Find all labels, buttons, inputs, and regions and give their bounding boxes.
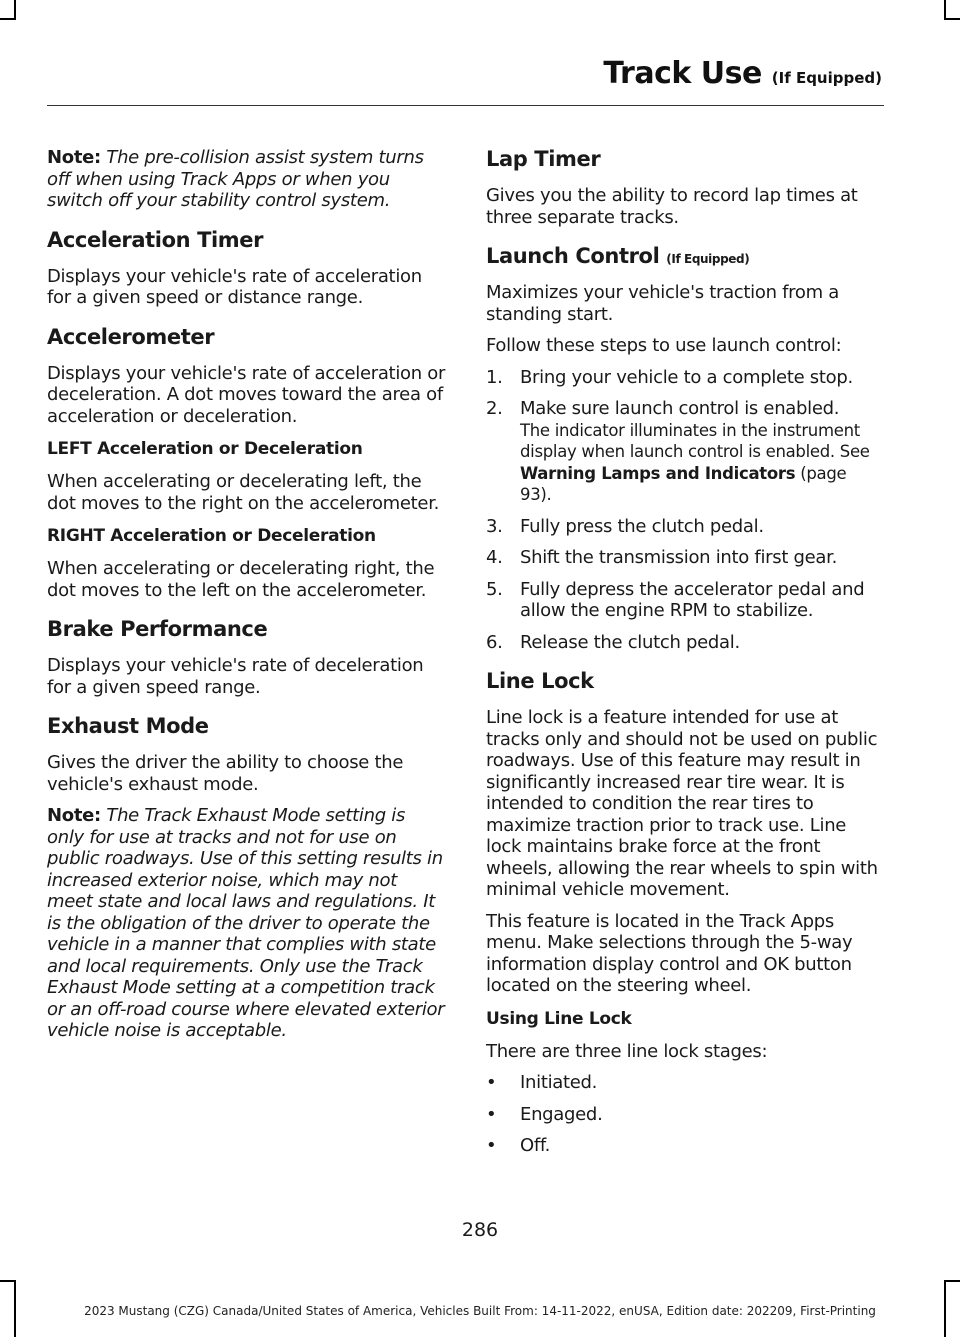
step-text: Fully press the clutch pedal.: [520, 515, 764, 537]
list-item: [486, 579, 882, 622]
step-number: 6.: [486, 631, 503, 653]
heading-lap-timer: Lap Timer: [486, 147, 601, 171]
step-text: Bring your vehicle to a complete stop.: [520, 366, 853, 388]
list-item: [486, 398, 882, 506]
heading-line-lock: Line Lock: [486, 669, 594, 693]
paragraph-line-lock: Line lock is a feature intended for use at tracks only and should not be used on public roadways. Use of this feature may result in significantly increased rear tire wear. It is intended to condition the rear tires to maximize traction prior to track use. Line lock maintains brake force at the front wheels, allowing the rear wheels to spin with minimal vehicle movement.: [486, 707, 878, 900]
crop-mark-bottom-left-h: [0, 1280, 16, 1282]
heading-using-line-lock: Using Line Lock: [486, 1008, 632, 1029]
paragraph-left-acceleration: When accelerating or decelerating left, the dot moves to the right on the accelerometer.: [47, 471, 440, 514]
heading-brake-performance: Brake Performance: [47, 617, 268, 641]
note-track-exhaust: [47, 805, 447, 1042]
launch-steps-list: [486, 367, 882, 654]
paragraph-exhaust-mode: Gives the driver the ability to choose the vehicle's exhaust mode.: [47, 752, 404, 795]
page-title-suffix: (If Equipped): [771, 69, 882, 87]
crop-mark-top-right: [944, 0, 946, 20]
step-text: Make sure launch control is enabled.: [520, 398, 840, 419]
bullet: •: [486, 1103, 497, 1125]
step-number: 3.: [486, 515, 503, 537]
note-label: Note:: [47, 147, 101, 168]
list-item: [486, 547, 882, 569]
header-rule: [47, 105, 884, 106]
stage-text: Off.: [520, 1135, 551, 1156]
step-detail: The indicator illuminates in the instrument display when launch control is enabled. See: [520, 420, 870, 461]
list-item: [486, 1135, 882, 1157]
step-text: Shift the transmission into first gear.: [520, 547, 838, 568]
crop-mark-top-left-h: [0, 18, 16, 20]
list-item: [486, 367, 882, 389]
step-number: 4.: [486, 547, 503, 568]
heading-launch-control: [486, 244, 882, 268]
cross-reference-link[interactable]: Warning Lamps and Indicators: [520, 463, 796, 483]
paragraph-acceleration-timer: Displays your vehicle's rate of acceleration for a given speed or distance range.: [47, 265, 422, 308]
heading-accelerometer: Accelerometer: [47, 324, 215, 349]
stage-text: Engaged.: [520, 1103, 603, 1125]
note-text: The Track Exhaust Mode setting is only for use at tracks and not for use on public roadways. Use of this setting results in increased exterior noise, which may not meet state and local laws and regulations. It is the obligation of the driver to operate the vehicle in a manner that complies with state and local requirements. Only use the Track Exhaust Mode setting at a competition track or an off-road course where elevated exterior vehicle noise is acceptable.: [47, 805, 445, 1041]
page-title-text: Track Use: [603, 56, 762, 91]
paragraph-line-lock-stages: There are three line lock stages:: [486, 1040, 768, 1062]
note-text: The pre-collision assist system turns off when using Track Apps or when you switch off your stability control system.: [47, 147, 424, 211]
step-number: 1.: [486, 366, 503, 388]
crop-mark-bottom-right-h: [944, 1280, 960, 1282]
line-lock-stages-list: [486, 1072, 882, 1157]
stage-text: Initiated.: [520, 1072, 598, 1093]
crop-mark-top-right-h: [944, 18, 960, 20]
paragraph-launch-steps-intro: Follow these steps to use launch control:: [486, 335, 842, 356]
bullet: •: [486, 1135, 497, 1156]
page-title: [603, 56, 882, 91]
step-text: Fully depress the accelerator pedal and allow the engine RPM to stabilize.: [520, 578, 865, 621]
paragraph-accelerometer: Displays your vehicle's rate of acceleration or deceleration. A dot moves toward the area of acceleration or deceleration.: [47, 362, 446, 427]
paragraph-right-acceleration: When accelerating or decelerating right, the dot moves to the left on the accelerometer.: [47, 558, 435, 601]
step-number: 5.: [486, 578, 503, 600]
bullet: •: [486, 1072, 497, 1093]
heading-launch-control-suffix: (If Equipped): [666, 252, 750, 266]
note-label: Note:: [47, 805, 101, 826]
left-column: [47, 147, 447, 1052]
heading-launch-control-text: Launch Control: [486, 244, 660, 268]
heading-right-acceleration: RIGHT Acceleration or Deceleration: [47, 526, 376, 546]
list-item: [486, 1104, 882, 1126]
page-number: 286: [461, 1219, 499, 1241]
paragraph-lap-timer: Gives you the ability to record lap times at three separate tracks.: [486, 185, 858, 228]
heading-acceleration-timer: Acceleration Timer: [47, 227, 264, 252]
list-item: [486, 1072, 882, 1094]
step-number: 2.: [486, 398, 503, 419]
list-item: [486, 516, 882, 538]
step-text: Release the clutch pedal.: [520, 631, 740, 653]
footer-edition-info: 2023 Mustang (CZG) Canada/United States of America, Vehicles Built From: 14-11-2022, enUSA, Edition date: 202209, First-Printing: [84, 1304, 876, 1318]
crop-mark-top-left: [14, 0, 16, 20]
paragraph-line-lock-location: This feature is located in the Track Apps menu. Make selections through the 5-way information display control and OK button located on the steering wheel.: [486, 910, 853, 996]
right-column: [486, 147, 882, 1167]
paragraph-launch-control: Maximizes your vehicle's traction from a standing start.: [486, 282, 839, 325]
page-reference: (page 93).: [520, 463, 847, 504]
note-pre-collision: [47, 147, 447, 212]
list-item: [486, 632, 882, 654]
heading-exhaust-mode: Exhaust Mode: [47, 714, 209, 738]
heading-left-acceleration: LEFT Acceleration or Deceleration: [47, 439, 363, 459]
paragraph-brake-performance: Displays your vehicle's rate of deceleration for a given speed range.: [47, 655, 424, 698]
